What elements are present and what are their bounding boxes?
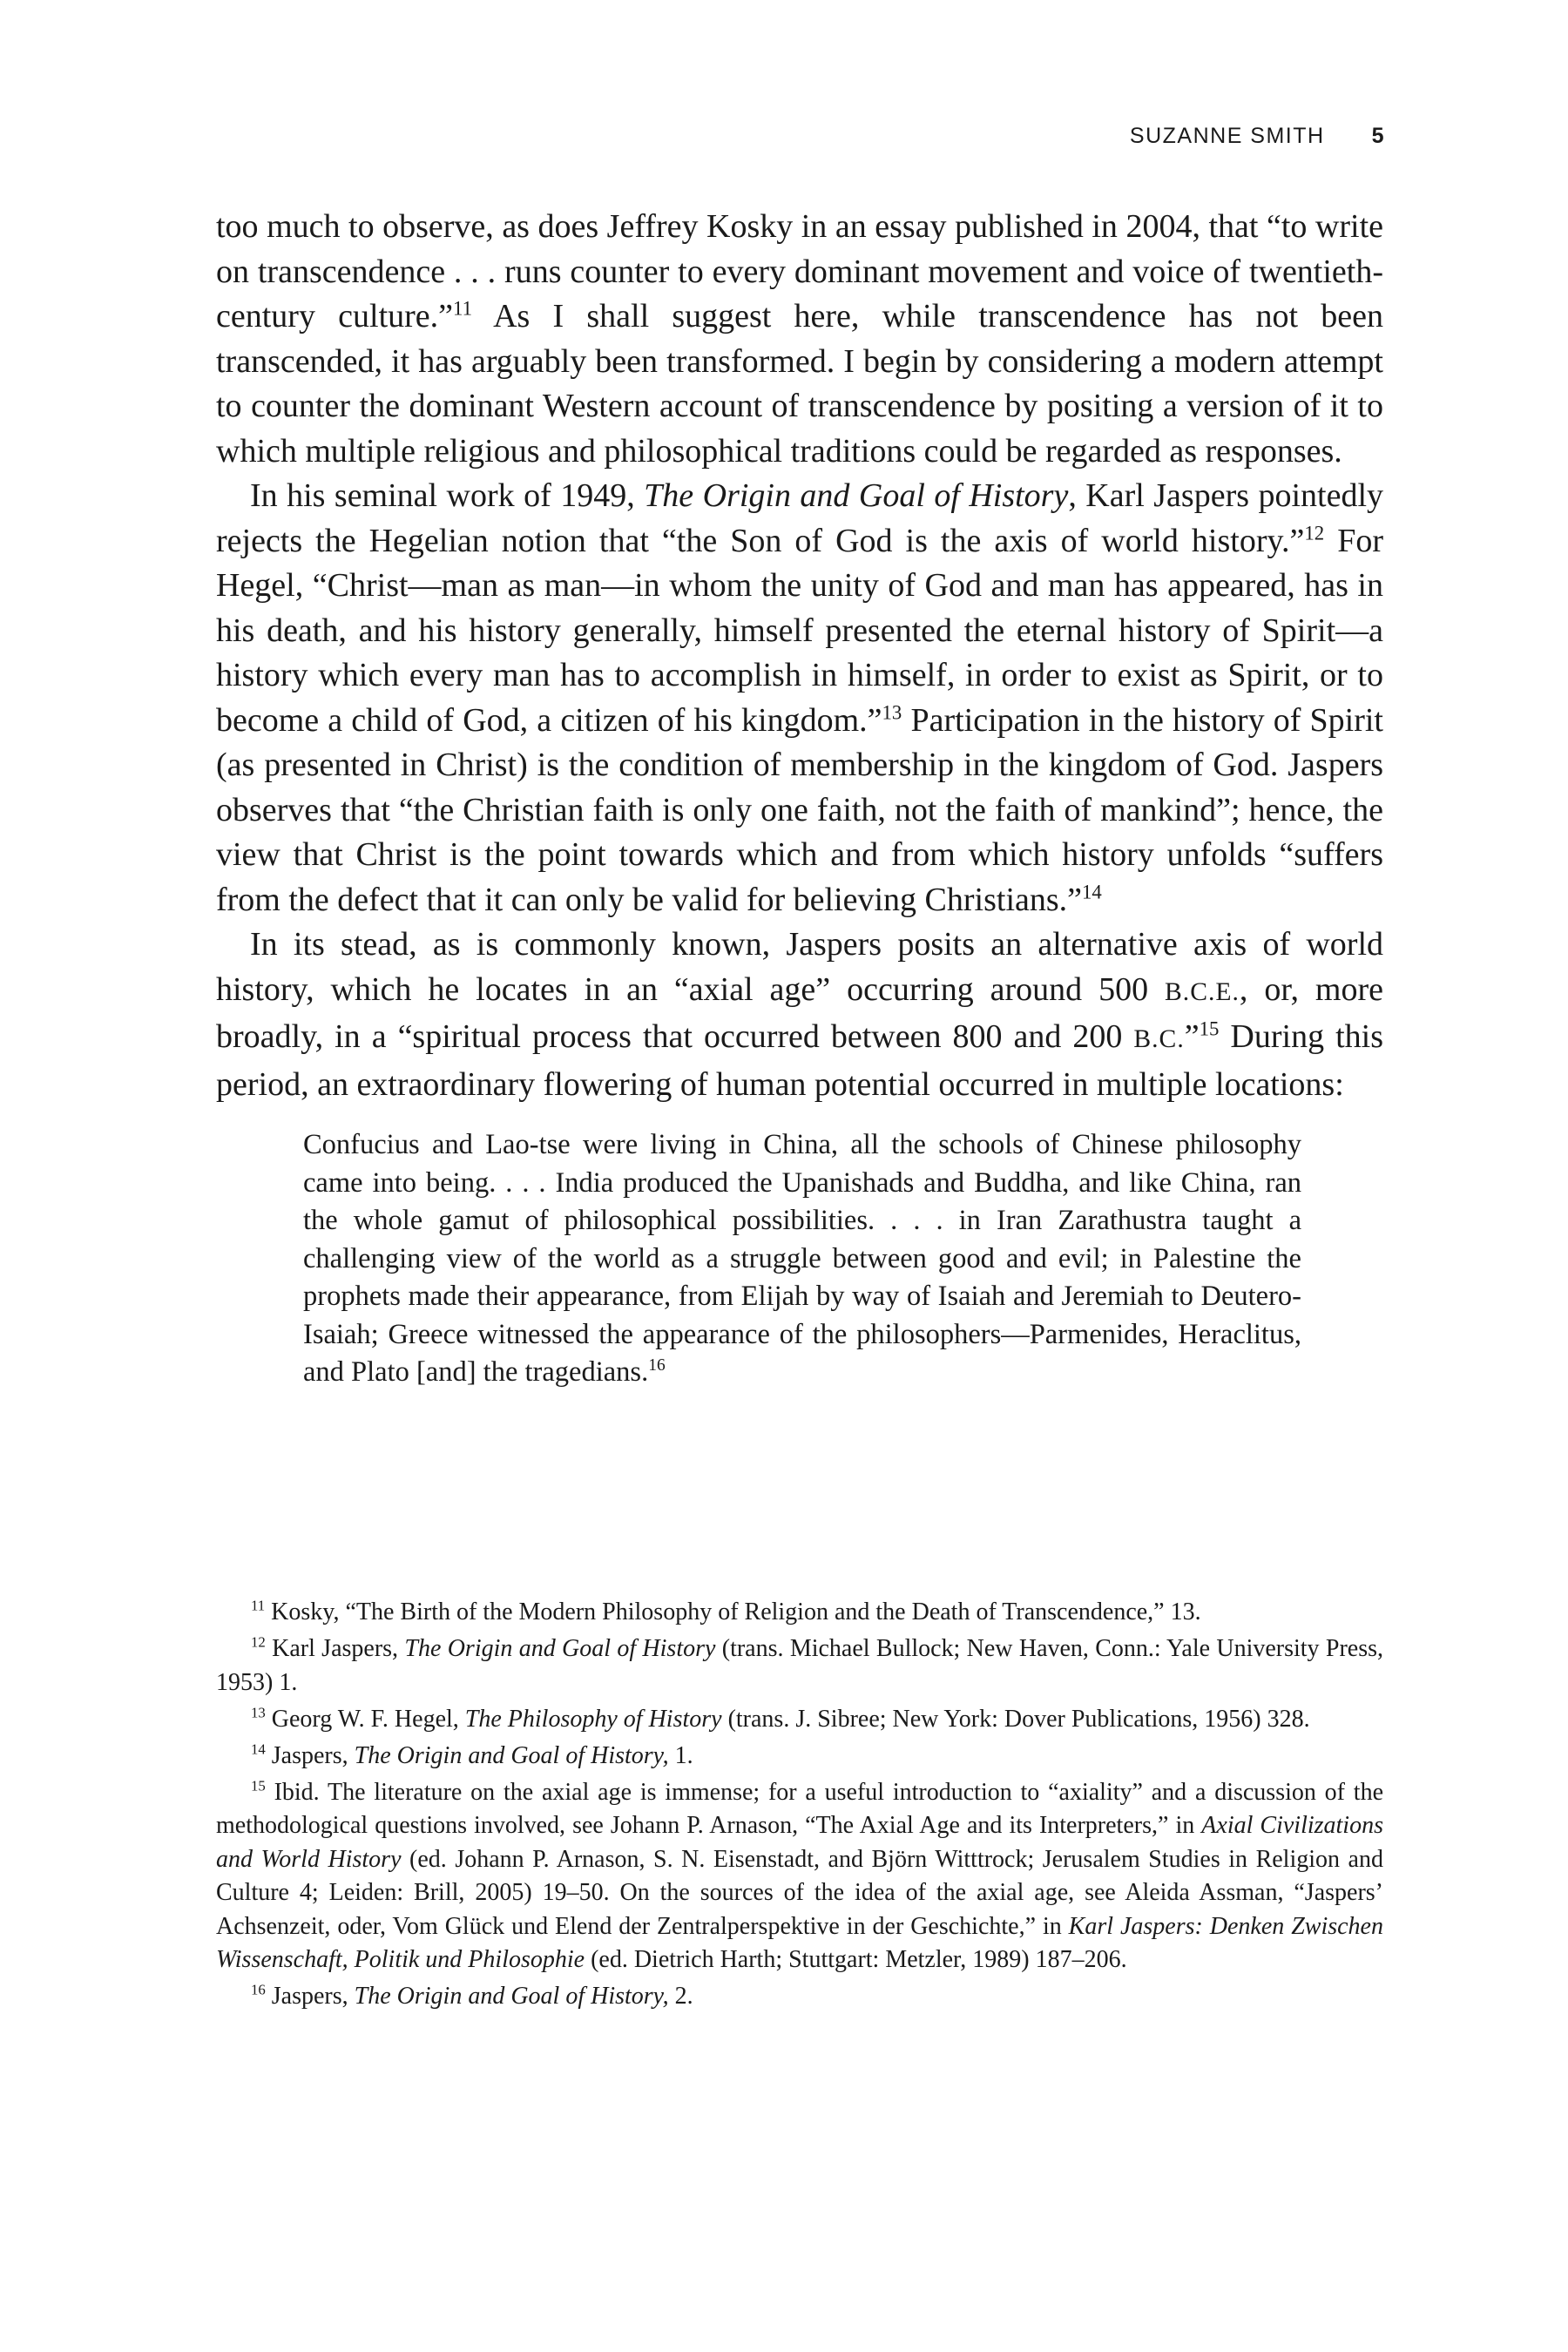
book-title: The Origin and Goal of History,	[354, 1741, 669, 1769]
footnote-text: 1.	[668, 1741, 693, 1769]
paragraph-text: During this period, an extraordinary flowering of human potential occurred in multiple locations:	[216, 1018, 1383, 1103]
book-title: The Origin and Goal of History	[404, 1635, 716, 1662]
footnote-12	[216, 1632, 1383, 1700]
small-caps-era: B.C.E.	[1165, 977, 1240, 1006]
footnote-ref[interactable]: 11	[453, 297, 472, 320]
paragraph-text: , Karl Jaspers pointedly rejects the Hegelian notion that “the Son of God is the axis of world history.”	[216, 477, 1384, 559]
footnote-text: 2.	[668, 1983, 693, 2010]
book-title: The Origin and Goal of History,	[354, 1983, 669, 2010]
block-quote	[303, 1126, 1301, 1392]
paragraph-2	[216, 474, 1383, 923]
paragraph-text: , or, more broadly, in a “spiritual process that occurred between 800 and 200	[216, 970, 1383, 1055]
footnote-number: 14	[251, 1740, 266, 1758]
footnote-ref[interactable]: 14	[1082, 880, 1102, 902]
small-caps-era: B.C.	[1133, 1025, 1185, 1053]
book-title: Karl Jaspers: Denken Zwischen Wissenschaft, Politik und Philosophie	[216, 1912, 1383, 1973]
footnote-text: Karl Jaspers,	[265, 1635, 405, 1662]
paragraph-3	[216, 923, 1383, 1107]
quote-text: Confucius and Lao-tse were living in China, all the schools of Chinese philosophy came into being. . . . India produced the Upanishads and Buddha, and like China, ran the whole gamut of philosophical possibilities. . . . in Iran Zarathustra taught a challenging view of the world as a struggle between good and evil; in Palestine the prophets made their appearance, from Elijah by way of Isaiah and Jeremiah to Deutero-Isaiah; Greece witnessed the appearance of the philosophers—Parmenides, Heraclitus, and Plato [and] the tragedians.	[303, 1129, 1301, 1388]
paragraph-text: ”	[1184, 1018, 1200, 1055]
running-head	[1130, 124, 1385, 149]
paragraph-text: Participation in the history of Spirit (as presented in Christ) is the condition of membership in the kingdom of God. Jaspers observes that “the Christian faith is only one faith, not the faith of mankind”; hence, the view that Christ is the point towards which and from which history unfolds “suffers from the defect that it can only be valid for believing Christians.”	[216, 701, 1383, 918]
page-number: 5	[1371, 124, 1385, 148]
footnote-11	[216, 1596, 1383, 1630]
footnote-ref[interactable]: 13	[882, 700, 902, 723]
paragraph-text: For Hegel, “Christ—man as man—in whom the unity of God and man has appeared, has in his death, and his history generally, himself presented the eternal history of Spirit—a history which every man has to accomplish in himself, in order to exist as Spirit, or to become a child of God, a citizen of his kingdom.”	[216, 522, 1383, 739]
footnote-number: 16	[251, 1981, 266, 1998]
footnote-number: 11	[251, 1597, 266, 1614]
running-head-author: SUZANNE SMITH	[1129, 124, 1325, 148]
footnote-text: Ibid. The literature on the axial age is immense; for a useful introduction to “axiality” and a discussion of the methodological questions involved, see Johann P. Arnason, “The Axial Age and its Interpreters,” in	[216, 1778, 1383, 1839]
footnote-text: (ed. Johann P. Arnason, S. N. Eisenstadt, and Björn Witttrock; Jerusalem Studies in Religion and Culture 4; Leiden: Brill, 2005) 19–50. On the sources of the idea of the axial age, see Aleida Assman, “Jaspers’ Achsenzeit, oder, Vom Glück und Elend der Zentralperspektive in der Geschichte,” in	[216, 1845, 1383, 1940]
paragraph-text: In its stead, as is commonly known, Jaspers posits an alternative axis of world history, which he locates in an “axial age” occurring around 500	[216, 926, 1383, 1008]
paragraph-1	[216, 205, 1383, 474]
footnote-text: Kosky, “The Birth of the Modern Philosophy of Religion and the Death of Transcendence,” 13.	[265, 1598, 1201, 1625]
footnote-16	[216, 1980, 1383, 2014]
paragraph-text: too much to observe, as does Jeffrey Kosky in an essay published in 2004, that “to write on transcendence . . . runs counter to every dominant movement and voice of twentieth-century culture.”	[216, 208, 1383, 335]
footnote-text: (trans. J. Sibree; New York: Dover Publications, 1956) 328.	[721, 1705, 1310, 1733]
footnote-ref[interactable]: 15	[1199, 1017, 1220, 1040]
footnote-text: (trans. Michael Bullock; New Haven, Conn.: Yale University Press, 1953) 1.	[216, 1635, 1383, 1696]
footnote-text: Jaspers,	[265, 1741, 355, 1769]
book-title: Axial Civilizations and World History	[216, 1812, 1383, 1873]
footnote-ref[interactable]: 12	[1304, 521, 1325, 544]
footnote-number: 12	[251, 1633, 266, 1651]
paragraph-text: As I shall suggest here, while transcendence has not been transcended, it has arguably been transformed. I begin by considering a modern attempt to counter the dominant Western account of transcendence by positing a version of it to which multiple religious and philosophical traditions could be regarded as responses.	[216, 298, 1383, 470]
paragraph-text: In his seminal work of 1949,	[250, 477, 645, 514]
footnote-text: (ed. Dietrich Harth; Stuttgart: Metzler, 1989) 187–206.	[585, 1946, 1127, 1973]
book-title: The Origin and Goal of History	[644, 477, 1069, 514]
footnote-number: 13	[251, 1704, 266, 1721]
footnote-text: Jaspers,	[265, 1983, 355, 2010]
footnote-15	[216, 1776, 1383, 1977]
body-text	[216, 205, 1383, 1392]
book-title: The Philosophy of History	[464, 1705, 722, 1733]
footnote-14	[216, 1740, 1383, 1774]
footnote-13	[216, 1703, 1383, 1737]
footnote-ref[interactable]: 16	[648, 1356, 666, 1375]
footnote-number: 15	[251, 1777, 266, 1794]
footnote-text: Georg W. F. Hegel,	[265, 1705, 465, 1733]
footnotes	[216, 1596, 1383, 2017]
